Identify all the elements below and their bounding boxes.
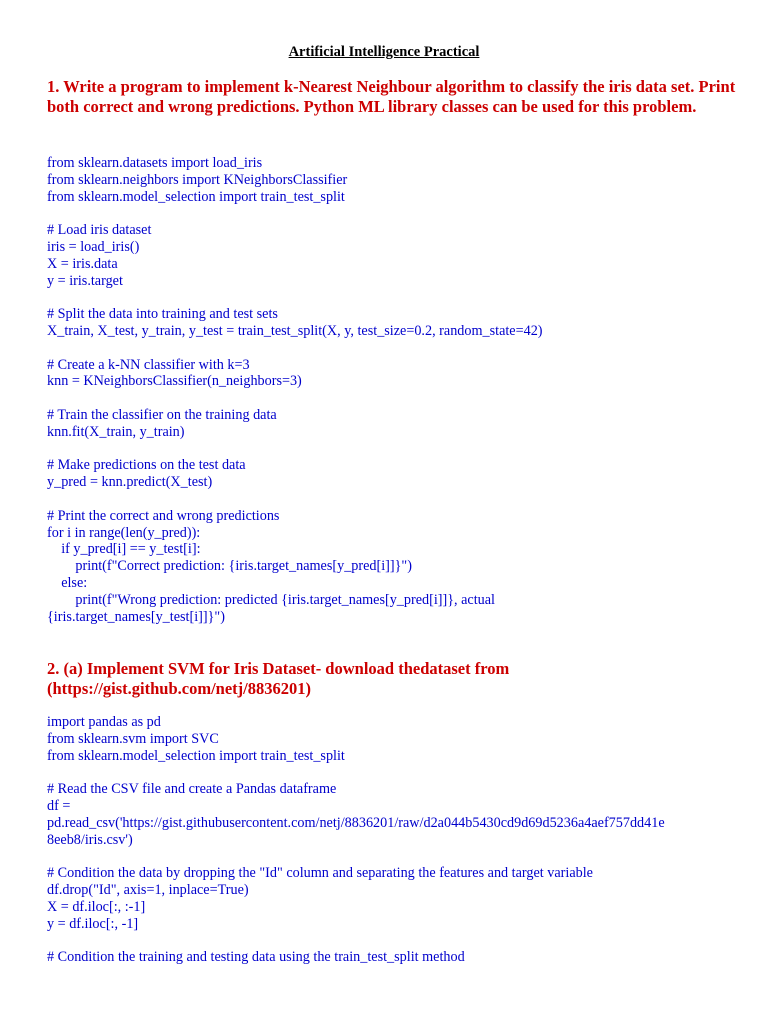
code-line: from sklearn.model_selection import train_test_split — [47, 188, 345, 205]
code-line: # Create a k-NN classifier with k=3 — [47, 356, 250, 373]
code-line: from sklearn.svm import SVC — [47, 730, 219, 747]
code-line: # Condition the training and testing data using the train_test_split method — [47, 949, 465, 966]
code-line — [47, 441, 747, 458]
code-line: X_train, X_test, y_train, y_test = train_test_split(X, y, test_size=0.2, random_state=42) — [47, 322, 543, 339]
code-line: {iris.target_names[y_test[i]]}") — [47, 608, 225, 625]
code-line: y = iris.target — [47, 272, 123, 289]
code-line: X = df.iloc[:, :-1] — [47, 898, 146, 915]
question-1-code-block — [47, 155, 747, 625]
code-line: from sklearn.neighbors import KNeighborsClassifier — [47, 171, 348, 188]
code-line: else: — [47, 574, 88, 591]
code-line: # Split the data into training and test sets — [47, 306, 278, 323]
question-1-heading: 1. Write a program to implement k-Nearest Neighbour algorithm to classify the iris data set. Print both correct and wrong predictions. Python ML library classes can be used for this problem. — [47, 77, 736, 116]
code-line: y = df.iloc[:, -1] — [47, 915, 139, 932]
code-line: # Load iris dataset — [47, 222, 152, 239]
code-line: # Make predictions on the test data — [47, 457, 246, 474]
code-line: print(f"Wrong prediction: predicted {iris.target_names[y_pred[i]]}, actual — [47, 591, 495, 608]
question-2-heading: 2. (a) Implement SVM for Iris Dataset- download thedataset from (https://gist.github.com/netj/8836201) — [47, 659, 510, 698]
code-line: # Read the CSV file and create a Pandas dataframe — [47, 781, 337, 798]
code-line — [47, 491, 747, 508]
code-line: for i in range(len(y_pred)): — [47, 524, 201, 541]
code-line: df = — [47, 797, 71, 814]
code-line — [47, 932, 747, 949]
code-line — [47, 205, 747, 222]
code-line: knn.fit(X_train, y_train) — [47, 423, 185, 440]
code-line — [47, 340, 747, 357]
code-line — [47, 390, 747, 407]
code-line: pd.read_csv('https://gist.githubusercontent.com/netj/8836201/raw/d2a044b5430cd9d69d5236a4aef757dd41e — [47, 814, 665, 831]
code-line: from sklearn.datasets import load_iris — [47, 155, 263, 171]
code-line — [47, 848, 747, 865]
code-line: 8eeb8/iris.csv') — [47, 831, 133, 848]
question-2-code-block — [47, 714, 747, 966]
code-line: iris = load_iris() — [47, 238, 140, 255]
code-line — [47, 289, 747, 306]
code-line: print(f"Correct prediction: {iris.target_names[y_pred[i]]}") — [47, 558, 412, 575]
code-line: y_pred = knn.predict(X_test) — [47, 474, 213, 491]
code-line: # Train the classifier on the training data — [47, 406, 277, 423]
code-line: X = iris.data — [47, 255, 118, 272]
code-line — [47, 764, 747, 781]
code-line: from sklearn.model_selection import train_test_split — [47, 747, 345, 764]
document-title: Artificial Intelligence Practical — [288, 44, 480, 60]
code-line: knn = KNeighborsClassifier(n_neighbors=3) — [47, 373, 302, 390]
code-line: # Print the correct and wrong predictions — [47, 507, 280, 524]
code-line: df.drop("Id", axis=1, inplace=True) — [47, 881, 249, 898]
code-line: if y_pred[i] == y_test[i]: — [47, 541, 201, 558]
code-line: # Condition the data by dropping the "Id" column and separating the features and target variable — [47, 865, 593, 882]
code-line: import pandas as pd — [47, 714, 161, 730]
